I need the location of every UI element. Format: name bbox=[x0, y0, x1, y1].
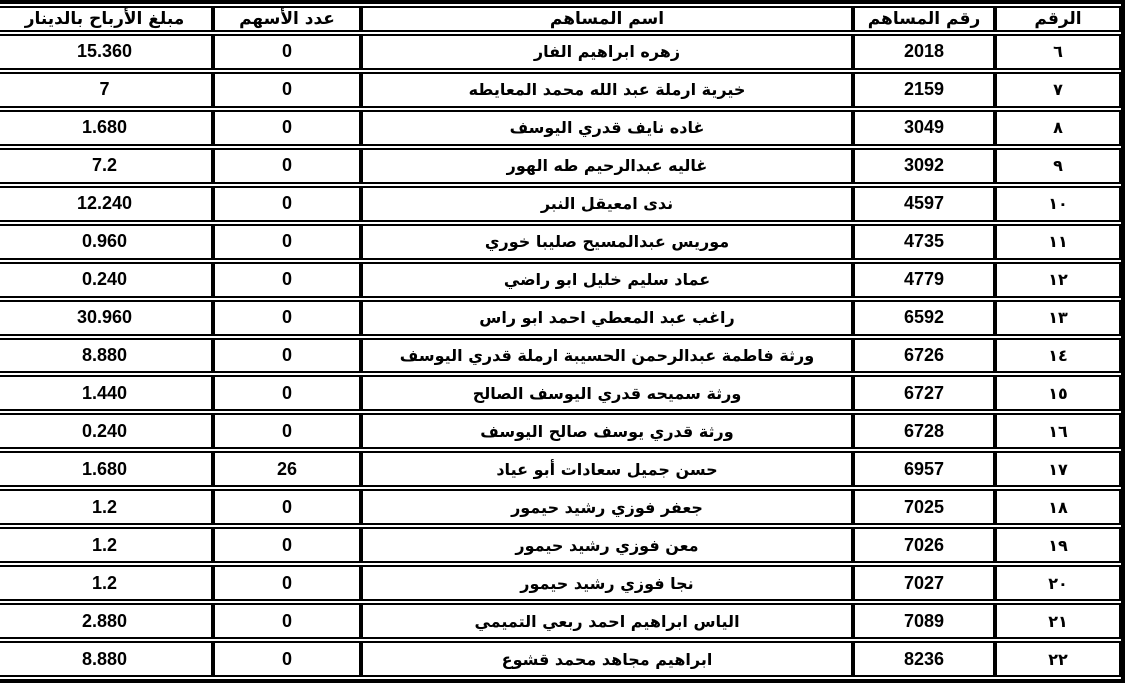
table-row bbox=[0, 224, 1121, 260]
cell-shareholder-number: 6957 bbox=[853, 451, 995, 487]
cell-shares: 0 bbox=[213, 338, 361, 374]
cell-number: ١٩ bbox=[995, 527, 1121, 563]
cell-name: معن فوزي رشيد حيمور bbox=[361, 527, 853, 563]
cell-shares: 0 bbox=[213, 262, 361, 298]
cell-profit: 1.2 bbox=[0, 527, 213, 563]
cell-profit: 1.680 bbox=[0, 451, 213, 487]
header-profit: مبلغ الأرباح بالدينار bbox=[0, 6, 213, 32]
cell-profit: 30.960 bbox=[0, 300, 213, 336]
table-row bbox=[0, 110, 1121, 146]
cell-shares: 0 bbox=[213, 300, 361, 336]
cell-number: ١٨ bbox=[995, 489, 1121, 525]
header-number: الرقم bbox=[995, 6, 1121, 32]
cell-shareholder-number: 6592 bbox=[853, 300, 995, 336]
cell-shareholder-number: 8236 bbox=[853, 641, 995, 677]
cell-shares: 0 bbox=[213, 224, 361, 260]
cell-shareholder-number: 6726 bbox=[853, 338, 995, 374]
cell-number: ٩ bbox=[995, 148, 1121, 184]
cell-shareholder-number: 7026 bbox=[853, 527, 995, 563]
cell-number: ٨ bbox=[995, 110, 1121, 146]
cell-number: ٢٢ bbox=[995, 641, 1121, 677]
cell-number: ١٥ bbox=[995, 375, 1121, 411]
cell-name: الياس ابراهيم احمد ربعي التميمي bbox=[361, 603, 853, 639]
table-row bbox=[0, 565, 1121, 601]
cell-profit: 0.240 bbox=[0, 413, 213, 449]
cell-number: ١٦ bbox=[995, 413, 1121, 449]
table-row bbox=[0, 148, 1121, 184]
cell-name: راغب عبد المعطي احمد ابو راس bbox=[361, 300, 853, 336]
header-row bbox=[0, 6, 1121, 32]
cell-shares: 0 bbox=[213, 413, 361, 449]
table-row bbox=[0, 641, 1121, 677]
cell-name: نجا فوزي رشيد حيمور bbox=[361, 565, 853, 601]
cell-shares: 0 bbox=[213, 148, 361, 184]
table-row bbox=[0, 300, 1121, 336]
table-row bbox=[0, 603, 1121, 639]
table-row bbox=[0, 72, 1121, 108]
cell-profit: 8.880 bbox=[0, 338, 213, 374]
cell-shareholder-number: 2018 bbox=[853, 34, 995, 70]
cell-profit: 1.440 bbox=[0, 375, 213, 411]
cell-profit: 15.360 bbox=[0, 34, 213, 70]
cell-profit: 2.880 bbox=[0, 603, 213, 639]
header-shares: عدد الأسهم bbox=[213, 6, 361, 32]
table-row bbox=[0, 34, 1121, 70]
header-name: اسم المساهم bbox=[361, 6, 853, 32]
cell-number: ٢١ bbox=[995, 603, 1121, 639]
cell-name: غاليه عبدالرحيم طه الهور bbox=[361, 148, 853, 184]
table-row bbox=[0, 527, 1121, 563]
cell-shareholder-number: 2159 bbox=[853, 72, 995, 108]
cell-shares: 0 bbox=[213, 527, 361, 563]
cell-profit: 1.2 bbox=[0, 565, 213, 601]
table-row bbox=[0, 262, 1121, 298]
cell-profit: 0.960 bbox=[0, 224, 213, 260]
cell-name: ورثة فاطمة عبدالرحمن الحسيبة ارملة قدري اليوسف bbox=[361, 338, 853, 374]
cell-shares: 0 bbox=[213, 375, 361, 411]
cell-shares: 0 bbox=[213, 603, 361, 639]
cell-number: ٦ bbox=[995, 34, 1121, 70]
cell-shareholder-number: 4735 bbox=[853, 224, 995, 260]
cell-number: ١٠ bbox=[995, 186, 1121, 222]
cell-shareholder-number: 4597 bbox=[853, 186, 995, 222]
table-row bbox=[0, 375, 1121, 411]
cell-name: غاده نايف قدري اليوسف bbox=[361, 110, 853, 146]
cell-shares: 26 bbox=[213, 451, 361, 487]
cell-shares: 0 bbox=[213, 565, 361, 601]
table-row bbox=[0, 413, 1121, 449]
cell-name: ورثة قدري يوسف صالح اليوسف bbox=[361, 413, 853, 449]
cell-name: ابراهيم مجاهد محمد قشوع bbox=[361, 641, 853, 677]
cell-name: جعفر فوزي رشيد حيمور bbox=[361, 489, 853, 525]
cell-name: عماد سليم خليل ابو راضي bbox=[361, 262, 853, 298]
cell-shares: 0 bbox=[213, 489, 361, 525]
cell-name: ورثة سميحه قدري اليوسف الصالح bbox=[361, 375, 853, 411]
table-row bbox=[0, 451, 1121, 487]
header-shareholder-number: رقم المساهم bbox=[853, 6, 995, 32]
cell-shareholder-number: 3092 bbox=[853, 148, 995, 184]
cell-shares: 0 bbox=[213, 110, 361, 146]
cell-profit: 7.2 bbox=[0, 148, 213, 184]
cell-number: ١٢ bbox=[995, 262, 1121, 298]
cell-name: خيرية ارملة عبد الله محمد المعايطه bbox=[361, 72, 853, 108]
cell-number: ١٤ bbox=[995, 338, 1121, 374]
table-row bbox=[0, 489, 1121, 525]
cell-profit: 12.240 bbox=[0, 186, 213, 222]
cell-shareholder-number: 6727 bbox=[853, 375, 995, 411]
cell-number: ١٧ bbox=[995, 451, 1121, 487]
cell-profit: 8.880 bbox=[0, 641, 213, 677]
cell-number: ١٣ bbox=[995, 300, 1121, 336]
cell-profit: 1.2 bbox=[0, 489, 213, 525]
cell-name: حسن جميل سعادات أبو عياد bbox=[361, 451, 853, 487]
cell-name: موريس عبدالمسيح صليبا خوري bbox=[361, 224, 853, 260]
table-row bbox=[0, 186, 1121, 222]
cell-shareholder-number: 4779 bbox=[853, 262, 995, 298]
cell-profit: 7 bbox=[0, 72, 213, 108]
cell-shares: 0 bbox=[213, 186, 361, 222]
cell-shares: 0 bbox=[213, 34, 361, 70]
cell-name: ندى امعيقل النبر bbox=[361, 186, 853, 222]
cell-shareholder-number: 7089 bbox=[853, 603, 995, 639]
cell-shareholder-number: 3049 bbox=[853, 110, 995, 146]
cell-profit: 1.680 bbox=[0, 110, 213, 146]
cell-number: ٧ bbox=[995, 72, 1121, 108]
cell-number: ٢٠ bbox=[995, 565, 1121, 601]
table-row bbox=[0, 338, 1121, 374]
cell-shareholder-number: 7025 bbox=[853, 489, 995, 525]
cell-number: ١١ bbox=[995, 224, 1121, 260]
cell-shareholder-number: 6728 bbox=[853, 413, 995, 449]
cell-name: زهره ابراهيم الفار bbox=[361, 34, 853, 70]
cell-profit: 0.240 bbox=[0, 262, 213, 298]
table-body bbox=[0, 34, 1121, 677]
cell-shares: 0 bbox=[213, 641, 361, 677]
cell-shareholder-number: 7027 bbox=[853, 565, 995, 601]
cell-shares: 0 bbox=[213, 72, 361, 108]
